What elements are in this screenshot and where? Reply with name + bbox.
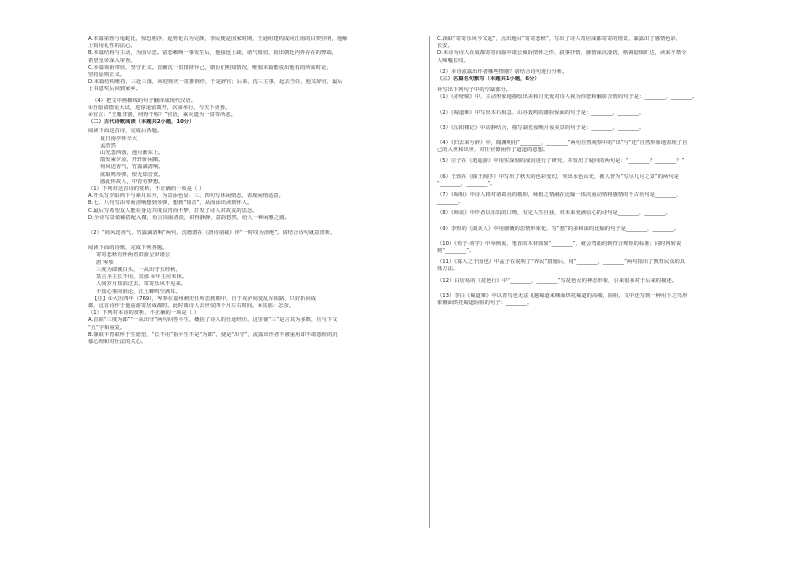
- poem-note: 【注】①大历四年（769），岑参在嘉州刺史任所思到朝中，自于戎泸间变乱军阻路，只好折回成: [92, 295, 317, 302]
- fill-blank-item: （7）《蜀相》中诗人将对诸葛亮的敬仰，咏恨之情融在比喻一体沉重动情将感情的千古名句是________，: [437, 192, 682, 199]
- poem1-line: 荷风送香气，竹露滴清响。: [100, 164, 164, 171]
- option-line: 上书恩奖后回到家乡。: [88, 86, 141, 93]
- question-stem: （2）“荷风送香气，竹露滴清响”两句，沈德潜在《唐诗别裁》评“一时叹为清绝”。请结合诗句就意赏析。: [88, 230, 336, 237]
- fill-blank-item: （1）《赤壁赋》中，主动形象地描绘出美和月光优对诗人视为你您和触影含情的句子是：________，________。: [437, 94, 698, 101]
- question-stem: （2）本诗流露出作者哪些情感？请结合诗句进行分析。: [437, 68, 568, 75]
- option-line: “五”字相重复。: [88, 324, 126, 331]
- poem2-line: 人间岁月知消过去，寄寄乐风不见来。: [96, 281, 187, 288]
- poem2-title: 寄寄悲秋有怀两省旧游呈审诸公: [96, 252, 171, 259]
- option-line: 坚持原则正义。: [88, 72, 126, 79]
- instruction-text: 补写出下列句子中的空缺部分。: [437, 87, 512, 94]
- option-line: 郁心理和对壮法的关心。: [88, 338, 147, 345]
- poem2-line: 三度为郎便白头，一从出守五经秋。: [96, 266, 181, 273]
- option-line: B.颔联丰育联怀于生愿望，“长不用”指平生不是“为郎”，使是“出守”，流露出作者不被重用却不敢怨恨的沉: [88, 331, 338, 338]
- fill-blank-item: （3）《岳阳楼记》中动静结合，描写湖光夜晚月夜美景的句子是：________，________。: [437, 124, 645, 131]
- fill-blank-item: （12）白居易的《琵琶行》中“________，________”写琵琶女的神态形象，引来很多对于后来的描述。: [437, 277, 677, 284]
- poem2-intro: 阅读下面的诗歌，完成下列各题。: [88, 245, 168, 252]
- fill-blank-item: （6）王勃在《滕王阁序》中写出了秋天的色彩变幻，突出水色山光，被人誉为“写尽九月之景”的两句是: [437, 173, 679, 180]
- option-line: 上钩用礼性的法心。: [88, 43, 136, 50]
- option-line: 长安。: [437, 43, 453, 50]
- poem1-intro: 阅读下面这首诗，完成后各题。: [88, 128, 163, 135]
- option-line: A.首联“三度为郎”“一从出守”两句回答平生，概括了诗人的仕途经历，这里使“三”是言其为多数，且与下文: [88, 317, 338, 324]
- poem1-line: 感此怀故人，中宵劳梦想。: [100, 178, 164, 185]
- option-line: C.本篇领衔带侯，坚守正义。首辅沈一贯排挤异己，朝臣们明知情况，唯独本篇能说出他有的所需时论，: [88, 64, 332, 71]
- fill-blank-item: ________。: [437, 199, 464, 206]
- fill-blank-item: 象侧面烘托蜀道险阻的句子：________。: [437, 300, 533, 307]
- fill-blank-item: （5）庄子在《逍遥游》中用实深刻的成因进行了研究，并发出了疑问的两句是：“________？________？”: [437, 158, 685, 165]
- fill-blank-item: 到“________”。: [437, 248, 475, 255]
- option-line: D.全诗写景依稀搭配入微，语言岗丽清淡，讲得静静，意韵悠然，给人一种闲雅之感。: [88, 214, 290, 221]
- fill-blank-item: 体方法。: [437, 266, 459, 273]
- option-line: C.最后写希望友人能在身边共度良宵而不梦，打发了诗人对故友的思念。: [88, 207, 258, 214]
- option-line: C.颈联“寄寄乐风今又起”，点出题目“寄寄悲秋”，写出了诗人寄居成都寄寄的情景，暴露出了感情色彩，: [437, 36, 682, 42]
- fill-blank-item: （11）《寡人之于国也》中孟子在说明了“养民”措施后，用“________，________”两句指出了教育民众的具: [437, 259, 686, 266]
- right-column: [437, 36, 767, 307]
- poem1-line: 山光忽西落，池月渐东上。: [100, 150, 164, 157]
- fill-blank-item: （9）李煜的《虞美人》中用感慨的思情形象化，写“愁”的多和深的比喻的句子是________，________。: [437, 225, 679, 232]
- option-line: D.本篇结构维持，三赴三落，回迎规庆一贯推倒作，于是辞官；后来，沈三主事，起去当任，他又辞官，最后: [88, 79, 343, 86]
- poem1-line: 散发乘夕凉，开轩卧闲敞。: [100, 157, 164, 164]
- poem2-line: 莫言圣主长不用，其那 ①年主应未休。: [96, 274, 188, 281]
- option-line: 人唏嘘长叹。: [437, 57, 469, 64]
- fill-blank-item: “________，________”。: [437, 180, 496, 187]
- option-line: B.本篇结构与主动，为国尽忠。富恋赖唤一事发生后，他接连上疏，诸气愤切，指出朝廷内外存在的弊端，: [88, 50, 337, 57]
- fill-blank-item: 己的入世和出世，对任官僚困作了道道的恩想。: [437, 147, 549, 154]
- option-line: D.本诗为诗人在成都寄寄向篇中诸公倾诉情怀之作，叙事抒情，感情深沉凄切，格调隐慎旷达，读来不禁令: [437, 50, 687, 57]
- question-stem: （1）下列对这首诗的赏析，不正确的一项是（ ）: [88, 186, 205, 193]
- poem2-author: 唐 岑参: [96, 259, 114, 266]
- translation-question: （4）把文中画横线的句子翻译成现代汉语。: [92, 97, 197, 104]
- option-line: A.本篇第勃与龟蛇比，惊恐胆浮，起势化古为完颜，李民便是国家时期，王通组建构成问江南的目契径明，他解: [88, 36, 348, 42]
- poem1-author: 孟浩然: [100, 142, 116, 149]
- fill-blank-item: （4）《归去来兮辞》中，陶渊明用“________，________”两句自然观察中的“出”与“还”自然形象地表现了自: [437, 140, 688, 147]
- fill-blank-item: （8）《师说》中作者以乐饥的口吻，有定人生自我，对未来充满信心的诗句是________，________。: [437, 210, 671, 217]
- fill-blank-item: （2）《蜀道难》中写出木石相急、山谷轰鸣的雄险惊面的句子是：________，________。: [437, 109, 645, 116]
- translation-sentence: ①吾愿请德见大试，进淳退留离开，次第举行，与夫下更鲁。: [88, 104, 231, 111]
- fill-blank-item: （13）李白《蜀道难》中以青鸟也无法飞越蜀道来侧面烘托蜀道的高峻，险阻，文中还写到一种用下之鸟形: [437, 292, 688, 299]
- left-column: [88, 36, 418, 346]
- question-stem: （1）下列对本诗的赏析，不正确的一项是（ ）: [88, 310, 199, 317]
- fill-blank-item: （10）《荀子·劝学》中举例说，笔直的木材如果“________”，就会弯曲的到符合规矩的标准；同时再转说: [437, 240, 682, 247]
- option-line: 希望皇帝深入审查。: [88, 57, 136, 64]
- poem2-line: 不知心事向谁论，江上蝉鸣空满耳。: [96, 288, 181, 295]
- section-title-poetry: （二）古代诗歌阅读（本题共2小题，10分）: [88, 119, 195, 126]
- poem1-title: 夏日南亭怀辛大: [100, 135, 138, 142]
- option-line: B.七、八句写由琴而清响想到琴弹，想到“知音”，从而添出读到怀人。: [88, 200, 253, 207]
- poem1-line: 欲取鸣琴弹，恨无知音赏。: [100, 171, 164, 178]
- translation-sentence: ②官言：“王胤非割，何得干称？”官语，乘灭遗为一贯等所恶。: [88, 112, 236, 119]
- poem-note: 都，这首诗作于他兹游寄居成都时。此时离诗人去世仅四个月左右时间。②其那：怎奈。: [88, 302, 295, 309]
- section-title-recitation: （三）名篇名句默写（本题共1小题，6分）: [437, 76, 540, 83]
- option-line: A.开头写夕阳西下与素月东升，为景添色显：三、四句写休闲情态，表现闲情适意。: [88, 193, 284, 200]
- column-divider: [429, 36, 430, 528]
